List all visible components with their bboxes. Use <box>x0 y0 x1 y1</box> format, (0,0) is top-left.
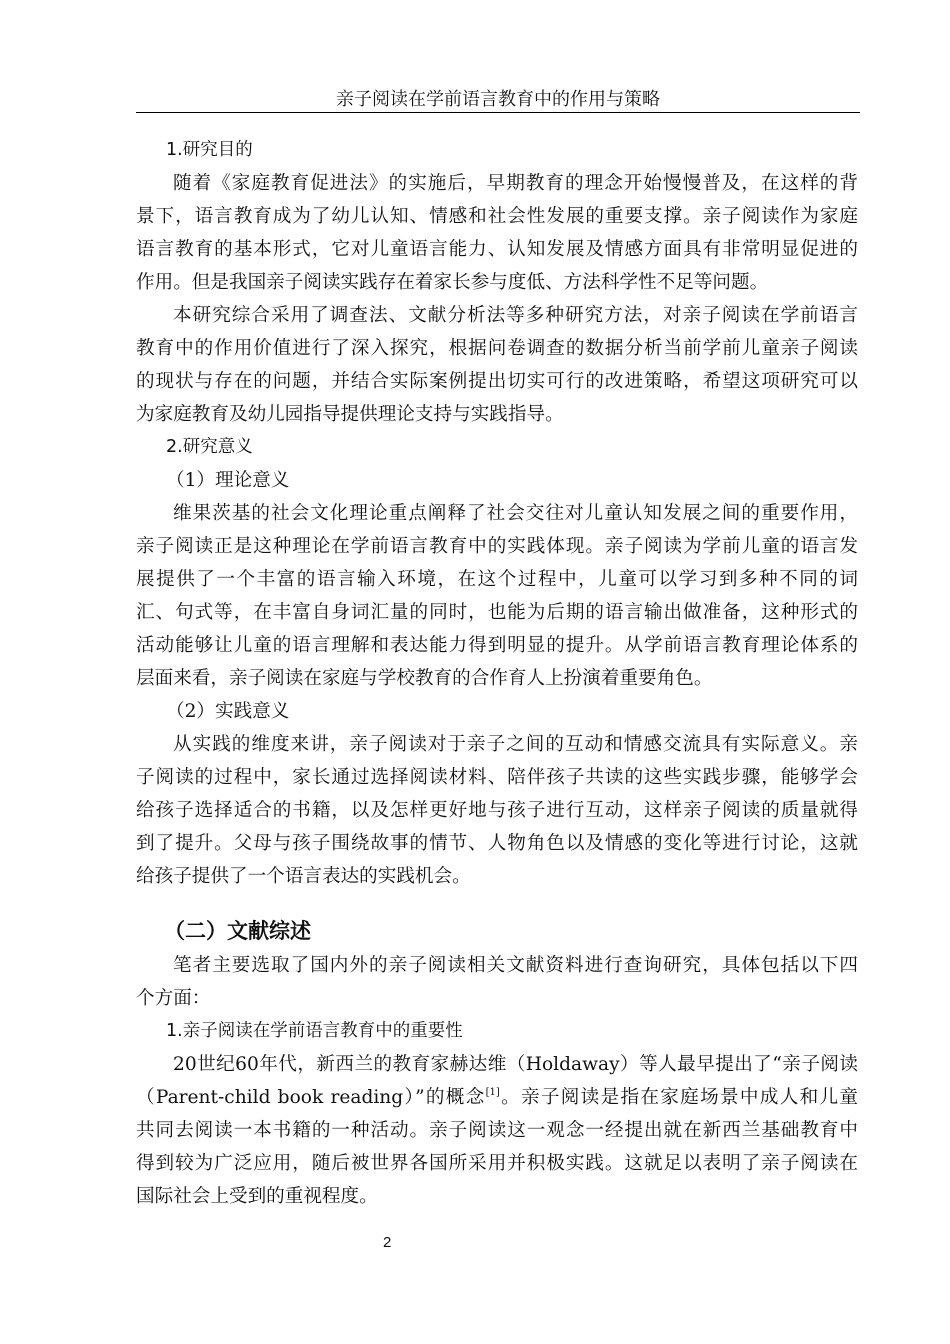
paragraph-importance <box>136 1048 858 1213</box>
text-line: 层面来看，亲子阅读在家庭与学校教育的合作育人上扮演着重要角色。 <box>136 668 713 689</box>
section-heading-significance: 2.研究意义 <box>166 437 253 457</box>
text-line: 亲子阅读正是这种理论在学前语言教育中的实践体现。亲子阅读为学前儿童的语言发 <box>136 536 858 557</box>
text-line <box>136 1081 858 1114</box>
text-line: 为家庭教育及幼儿园指导提供理论支持与实践指导。 <box>136 404 564 425</box>
text-line: 国际社会上受到的重视程度。 <box>136 1186 378 1207</box>
text-line: 笔者主要选取了国内外的亲子阅读相关文献资料进行查询研究，具体包括以下四 <box>173 955 858 976</box>
text-line: 得到较为广泛应用，随后被世界各国所采用并积极实践。这就足以表明了亲子阅读在 <box>136 1153 858 1174</box>
subheading-theory: （1）理论意义 <box>166 470 290 491</box>
paragraph-purpose-2 <box>136 299 858 431</box>
text-line: 子阅读的过程中，家长通过选择阅读材料、陪伴孩子共读的这些实践步骤，能够学会 <box>136 767 858 788</box>
text-line: 个方面： <box>136 988 211 1009</box>
subheading-importance: 1.亲子阅读在学前语言教育中的重要性 <box>166 1021 463 1041</box>
text-line: 教育中的作用价值进行了深入探究，根据问卷调查的数据分析当前学前儿童亲子阅读 <box>136 338 858 359</box>
page-number: 2 <box>383 1234 392 1251</box>
citation-ref[interactable]: [1] <box>485 1087 500 1098</box>
text-line: 作用。但是我国亲子阅读实践存在着家长参与度低、方法科学性不足等问题。 <box>136 272 769 293</box>
text-line: 给孩子选择适合的书籍，以及怎样更好地与孩子进行互动，这样亲子阅读的质量就得 <box>136 800 858 821</box>
text-segment: （Parent-child book reading）”的概念 <box>136 1087 486 1108</box>
paragraph-review-intro <box>136 949 858 1015</box>
subheading-practice: （2）实践意义 <box>166 701 290 722</box>
text-line: 语言教育的基本形式，它对儿童语言能力、认知发展及情感方面具有非常明显促进的 <box>136 239 858 260</box>
text-line: 共同去阅读一本书籍的一种活动。亲子阅读这一观念一经提出就在新西兰基础教育中 <box>136 1120 858 1141</box>
text-line: 随着《家庭教育促进法》的实施后，早期教育的理念开始慢慢普及，在这样的背 <box>173 173 858 194</box>
paragraph-practice <box>136 728 858 893</box>
text-line: 20世纪60年代，新西兰的教育家赫达维（Holdaway）等人最早提出了“亲子阅读 <box>173 1054 858 1075</box>
text-line: 的现状与存在的问题，并结合实际案例提出切实可行的改进策略，希望这项研究可以 <box>136 371 858 392</box>
paragraph-theory <box>136 497 858 695</box>
text-line: 本研究综合采用了调查法、文献分析法等多种研究方法，对亲子阅读在学前语言 <box>173 305 858 326</box>
text-segment: 。亲子阅读是指在家庭场景中成人和儿童 <box>499 1087 858 1108</box>
section-heading-purpose: 1.研究目的 <box>166 140 253 160</box>
document-body <box>136 134 858 1213</box>
paragraph-purpose-1 <box>136 167 858 299</box>
text-line: 活动能够让儿童的语言理解和表达能力得到明显的提升。从学前语言教育理论体系的 <box>136 635 858 656</box>
running-header: 亲子阅读在学前语言教育中的作用与策略 <box>136 88 860 113</box>
section-heading-literature-review: （二）文献综述 <box>164 919 311 943</box>
text-line: 到了提升。父母与孩子围绕故事的情节、人物角色以及情感的变化等进行讨论，这就 <box>136 833 858 854</box>
text-line: 展提供了一个丰富的语言输入环境，在这个过程中，儿童可以学习到多种不同的词 <box>136 569 858 590</box>
text-line: 从实践的维度来讲，亲子阅读对于亲子之间的互动和情感交流具有实际意义。亲 <box>173 734 858 755</box>
text-line: 给孩子提供了一个语言表达的实践机会。 <box>136 866 471 887</box>
text-line: 维果茨基的社会文化理论重点阐释了社会交往对儿童认知发展之间的重要作用， <box>173 503 858 524</box>
text-line: 景下，语言教育成为了幼儿认知、情感和社会性发展的重要支撑。亲子阅读作为家庭 <box>136 206 858 227</box>
text-line: 汇、句式等，在丰富自身词汇量的同时，也能为后期的语言输出做准备，这种形式的 <box>136 602 858 623</box>
